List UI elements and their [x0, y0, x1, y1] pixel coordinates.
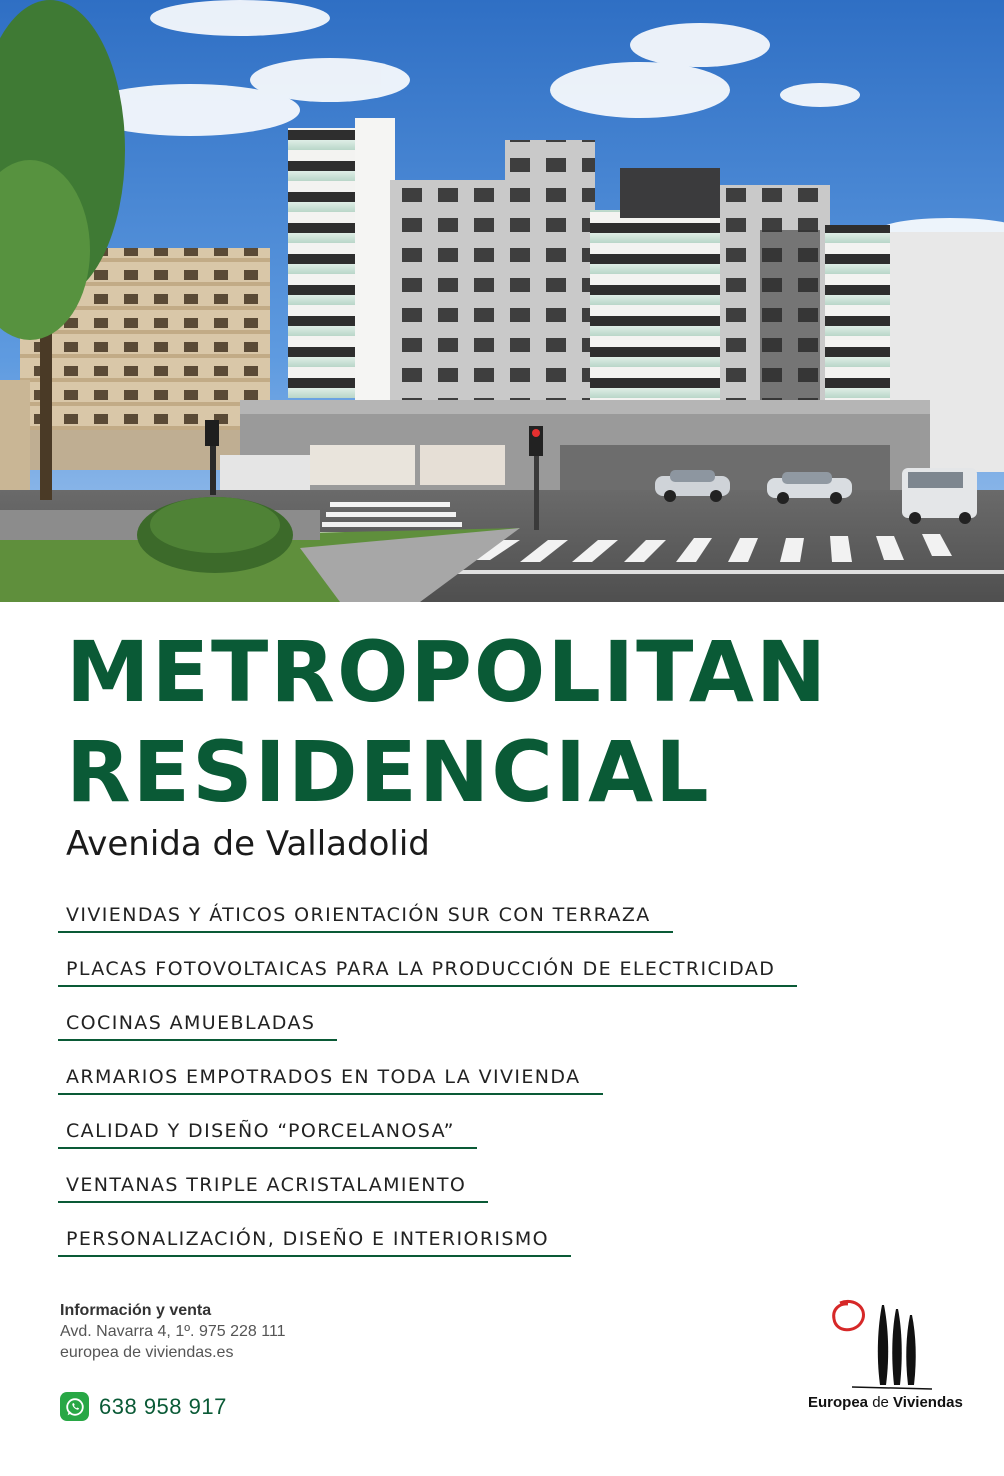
feature-item	[58, 1223, 797, 1277]
feature-label: COCINAS AMUEBLADAS	[58, 1007, 337, 1041]
feature-item	[58, 953, 797, 1007]
feature-label: VIVIENDAS Y ÁTICOS ORIENTACIÓN SUR CON TERRAZA	[58, 899, 673, 933]
feature-label: PERSONALIZACIÓN, DISEÑO E INTERIORISMO	[58, 1223, 571, 1257]
logo-wordmark	[808, 1394, 963, 1411]
feature-label: PLACAS FOTOVOLTAICAS PARA LA PRODUCCIÓN DE ELECTRICIDAD	[58, 953, 797, 987]
title-line-2: RESIDENCIAL	[66, 723, 711, 821]
contact-website[interactable]: europea de viviendas.es	[60, 1344, 234, 1361]
contact-block	[60, 1300, 286, 1363]
contact-title: Información y venta	[60, 1302, 212, 1319]
logo-word-1: Europea	[808, 1394, 869, 1411]
feature-label: CALIDAD Y DISEÑO “PORCELANOSA”	[58, 1115, 477, 1149]
logo-mark	[800, 1295, 990, 1393]
brand-logo	[800, 1295, 990, 1425]
feature-label: VENTANAS TRIPLE ACRISTALAMIENTO	[58, 1169, 488, 1203]
feature-item	[58, 1169, 797, 1223]
logo-word-2: de	[872, 1394, 889, 1411]
feature-item	[58, 1007, 797, 1061]
title-line-1: METROPOLITAN	[66, 623, 829, 721]
feature-item	[58, 1115, 797, 1169]
feature-item	[58, 1061, 797, 1115]
contact-address: Avd. Navarra 4, 1º. 975 228 111	[60, 1323, 286, 1340]
subtitle-address: Avenida de Valladolid	[66, 824, 430, 864]
logo-word-3: Viviendas	[893, 1394, 963, 1411]
feature-label: ARMARIOS EMPOTRADOS EN TODA LA VIVIENDA	[58, 1061, 603, 1095]
feature-item	[58, 899, 797, 953]
whatsapp-contact[interactable]	[60, 1392, 227, 1421]
features-list	[58, 899, 797, 1277]
whatsapp-icon	[60, 1392, 89, 1421]
building-photo	[0, 0, 1004, 602]
whatsapp-number: 638 958 917	[99, 1393, 227, 1419]
